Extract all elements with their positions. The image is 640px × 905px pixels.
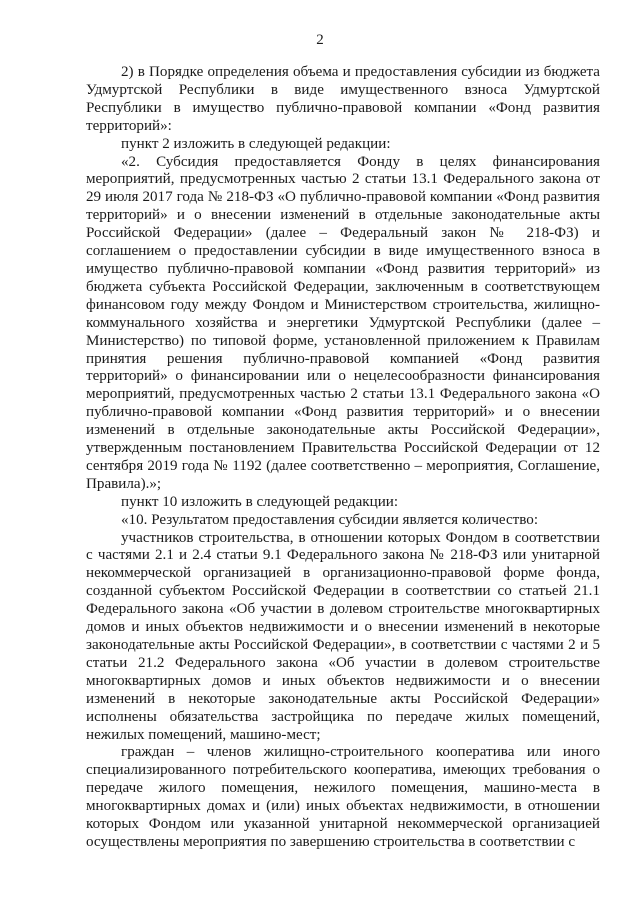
page-number: 2 (316, 32, 324, 48)
paragraph: «10. Результатом предоставления субсидии является количество: (121, 511, 539, 528)
paragraph: участников строительства, в отношении которых Фондом в соответствии с частями 2.1 и 2.4 статьи 9.1 Федерального закона № 218-ФЗ или унитарной некоммерческой организацией в организационно-правовой форме фонда, созданной субъектом Российской Федерации в соответствии со статьей 21.1 Федерального закона «Об участии в долевом строительстве многоквартирных домов и иных объектов недвижимости и о внесении изменений в некоторые законодательные акты Российской Федерации», в соответствии с частями 2 и 5 статьи 21.2 Федерального закона «Об участии в долевом строительстве многоквартирных домов и иных объектов недвижимости и о внесении изменений в некоторые законодательные акты Российской Федерации» исполнены обязательства застройщика по передаче жилых помещений, нежилых помещений, машино-мест; (86, 529, 600, 743)
paragraph: граждан – членов жилищно-строительного кооператива или иного специализированного потребительского кооператива, имеющих требования о передаче жилого помещения, нежилого помещения, машино-места в многоквартирных домах и (или) иных объектах недвижимости, в отношении которых Фондом или указанной унитарной некоммерческой организацией осуществлены мероприятия по завершению строительства в соответствии с (86, 744, 600, 850)
paragraph: «2. Субсидия предоставляется Фонду в целях финансирования мероприятий, предусмотренных частью 2 статьи 13.1 Федерального закона от 29 июля 2017 года № 218-ФЗ «О публично-правовой компании «Фонд развития территорий» и о внесении изменений в отдельные законодательные акты Российской Федерации» (далее – Федеральный закон № 218-ФЗ) и соглашением о предоставлении субсидии в виде имущественного взноса в имущество публично-правовой компании «Фонд развития территорий» из бюджета субъекта Российской Федерации, заключенным в соответствующем финансовом году между Фондом и Министерством строительства, жилищно-коммунального хозяйства и энергетики Удмуртской Республики (далее – Министерство) по типовой форме, установленной приложением к Правилам принятия решения публично-правовой компанией «Фонд развития территорий» о финансировании или о нецелесообразности финансирования мероприятий, предусмотренных частью 2 статьи 13.1 Федерального закона «О публично-правовой компании «Фонд развития территорий» и о внесении изменений в отдельные законодательные акты Российской Федерации», утвержденным постановлением Правительства Российской Федерации от 12 сентября 2019 года № 1192 (далее соответственно – мероприятия, Соглашение, Правила).»; (86, 153, 600, 492)
paragraph: пункт 10 изложить в следующей редакции: (121, 493, 399, 510)
paragraph: пункт 2 изложить в следующей редакции: (121, 135, 391, 152)
paragraph: 2) в Порядке определения объема и предоставления субсидии из бюджета Удмуртской Республики в виде имущественного взноса Удмуртской Республики в имущество публично-правовой компании «Фонд развития территорий»: (86, 64, 600, 134)
document-body (86, 64, 600, 852)
